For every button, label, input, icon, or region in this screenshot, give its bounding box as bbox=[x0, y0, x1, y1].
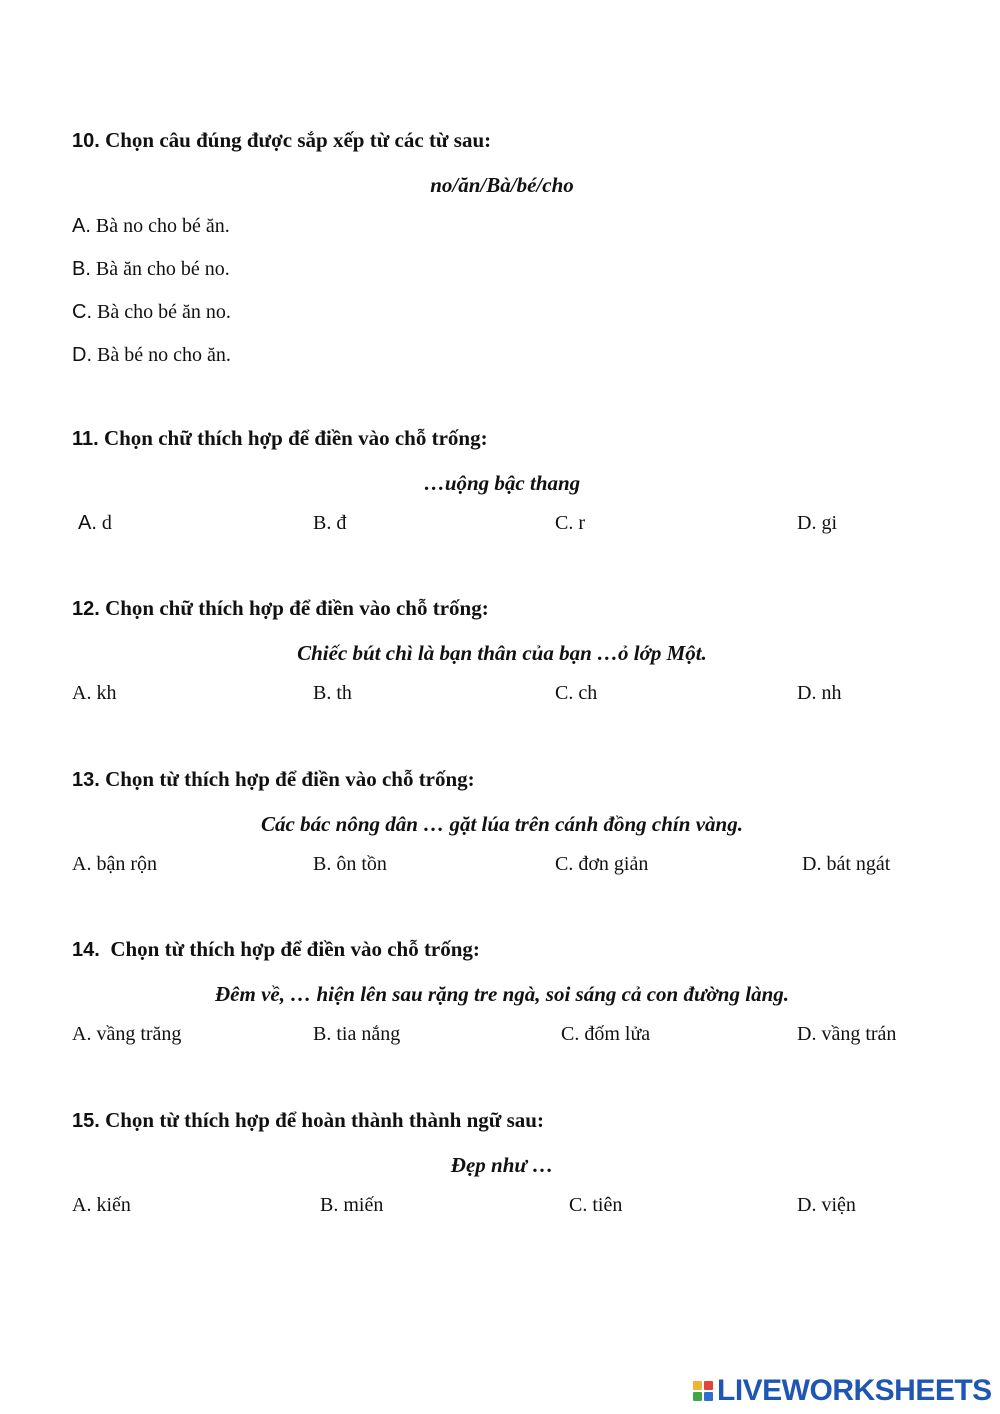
option-d[interactable]: D. nh bbox=[797, 682, 842, 704]
question-prompt: …uộng bậc thang bbox=[423, 471, 581, 495]
question-13 bbox=[72, 767, 932, 883]
option-b[interactable]: B. đ bbox=[313, 512, 347, 534]
option-b[interactable]: B. Bà ăn cho bé no. bbox=[72, 258, 230, 280]
option-a[interactable]: A. vầng trăng bbox=[72, 1023, 182, 1045]
option-c[interactable]: C. đốm lửa bbox=[561, 1023, 651, 1045]
logo-square-2 bbox=[704, 1381, 713, 1390]
question-10 bbox=[72, 128, 932, 386]
option-c[interactable]: C. tiên bbox=[569, 1194, 623, 1216]
option-a[interactable]: A. kh bbox=[72, 682, 117, 704]
option-a[interactable]: A. d bbox=[78, 512, 112, 534]
option-d[interactable]: D. gi bbox=[797, 512, 838, 534]
options-row bbox=[72, 682, 932, 712]
option-c[interactable]: C. ch bbox=[555, 682, 598, 704]
liveworksheets-logo bbox=[693, 1374, 992, 1408]
question-prompt: Đêm về, … hiện lên sau rặng tre ngà, soi sáng cả con đường làng. bbox=[215, 982, 789, 1006]
option-b[interactable]: B. th bbox=[313, 682, 352, 704]
question-title: 13. Chọn từ thích hợp để điền vào chỗ trống: bbox=[72, 767, 475, 791]
options-list bbox=[72, 214, 932, 386]
question-15 bbox=[72, 1108, 932, 1224]
option-a[interactable]: A. Bà no cho bé ăn. bbox=[72, 215, 230, 237]
question-14 bbox=[72, 937, 932, 1053]
options-row bbox=[72, 1023, 932, 1053]
options-row bbox=[72, 1194, 932, 1224]
option-c[interactable]: C. đơn giản bbox=[555, 853, 649, 875]
question-prompt: no/ăn/Bà/bé/cho bbox=[430, 173, 574, 197]
option-c[interactable]: C. r bbox=[555, 512, 586, 534]
question-11 bbox=[72, 426, 932, 542]
option-b[interactable]: B. miến bbox=[320, 1194, 384, 1216]
logo-grid-icon bbox=[693, 1381, 713, 1401]
question-prompt: Đẹp như … bbox=[450, 1153, 554, 1177]
question-prompt: Các bác nông dân … gặt lúa trên cánh đồng chín vàng. bbox=[261, 812, 743, 836]
question-title: 12. Chọn chữ thích hợp để điền vào chỗ trống: bbox=[72, 596, 489, 620]
option-d[interactable]: D. viện bbox=[797, 1194, 856, 1216]
option-c[interactable]: C. Bà cho bé ăn no. bbox=[72, 301, 231, 323]
option-b[interactable]: B. ôn tồn bbox=[313, 853, 387, 875]
option-d[interactable]: D. vầng trán bbox=[797, 1023, 897, 1045]
options-row bbox=[72, 853, 932, 883]
question-title: 10. Chọn câu đúng được sắp xếp từ các từ sau: bbox=[72, 128, 492, 152]
option-a[interactable]: A. bận rộn bbox=[72, 853, 157, 875]
options-row bbox=[72, 512, 932, 542]
option-b[interactable]: B. tia nắng bbox=[313, 1023, 401, 1045]
logo-square-4 bbox=[704, 1392, 713, 1401]
question-title: 14. Chọn từ thích hợp để điền vào chỗ trống: bbox=[72, 937, 480, 961]
logo-square-3 bbox=[693, 1392, 702, 1401]
question-prompt: Chiếc bút chì là bạn thân của bạn …ỏ lớp Một. bbox=[297, 641, 707, 665]
option-d[interactable]: D. bát ngát bbox=[802, 853, 891, 875]
option-a[interactable]: A. kiến bbox=[72, 1194, 131, 1216]
logo-text: LIVEWORKSHEETS bbox=[717, 1374, 992, 1407]
question-title: 11. Chọn chữ thích hợp để điền vào chỗ trống: bbox=[72, 426, 488, 450]
question-title: 15. Chọn từ thích hợp để hoàn thành thành ngữ sau: bbox=[72, 1108, 544, 1132]
option-d[interactable]: D. Bà bé no cho ăn. bbox=[72, 344, 231, 366]
logo-square-1 bbox=[693, 1381, 702, 1390]
question-12 bbox=[72, 596, 932, 712]
